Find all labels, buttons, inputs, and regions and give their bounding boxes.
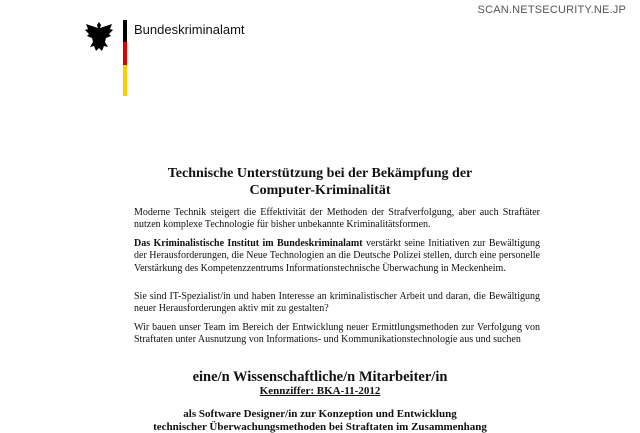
agency-name: Bundeskriminalamt [134,22,245,37]
document-title-line-2: Computer-Kriminalität [249,183,391,198]
source-watermark: SCAN.NETSECURITY.NE.JP [477,4,626,16]
institute-paragraph-text: verstärkt seine Initiativen zur Bewältigung der Herausforderungen, die Neue Technologien an die Deutsche Polizei stellen, durch eine personelle Verstärkung des Kompetenzzentrums Informationstechnische Überwachung in Meckenheim. [134,238,540,274]
flag-stripe-gold [123,65,127,96]
flag-stripe-red [123,42,127,65]
team-paragraph: Wir bauen unser Team im Bereich der Entwicklung neuer Ermittlungsmethoden zur Verfolgung von Straftaten unter Ausnutzung von Informations- und Kommunikationstechnologie aus und suchen [134,322,540,346]
reference-number: Kennziffer: BKA-11-2012 [259,385,381,397]
intro-paragraph: Moderne Technik steigert die Effektivität der Methoden der Strafverfolgung, aber auch Straftäter nutzen komplexe Technologie für bisher unbekannte Kriminalitätsformen. [134,207,540,231]
role-description-line-2: technischer Überwachungsmethoden bei Straftaten im Zusammenhang [153,421,487,433]
flag-stripe-black [123,20,127,42]
institute-paragraph [134,238,540,275]
role-description-line-1: als Software Designer/in zur Konzeption und Entwicklung [183,408,457,420]
institute-name: Das Kriminalistische Institut im Bundeskriminalamt [134,238,363,249]
position-title: eine/n Wissenschaftliche/n Mitarbeiter/in [192,369,448,385]
federal-eagle-icon [84,20,114,54]
question-paragraph: Sie sind IT-Spezialist/in und haben Interesse an kriminalistischer Arbeit und daran, die Bewältigung neuer Herausforderungen aktiv mit zu gestalten? [134,291,540,315]
document-title-line-1: Technische Unterstützung bei der Bekämpfung der [167,166,473,181]
